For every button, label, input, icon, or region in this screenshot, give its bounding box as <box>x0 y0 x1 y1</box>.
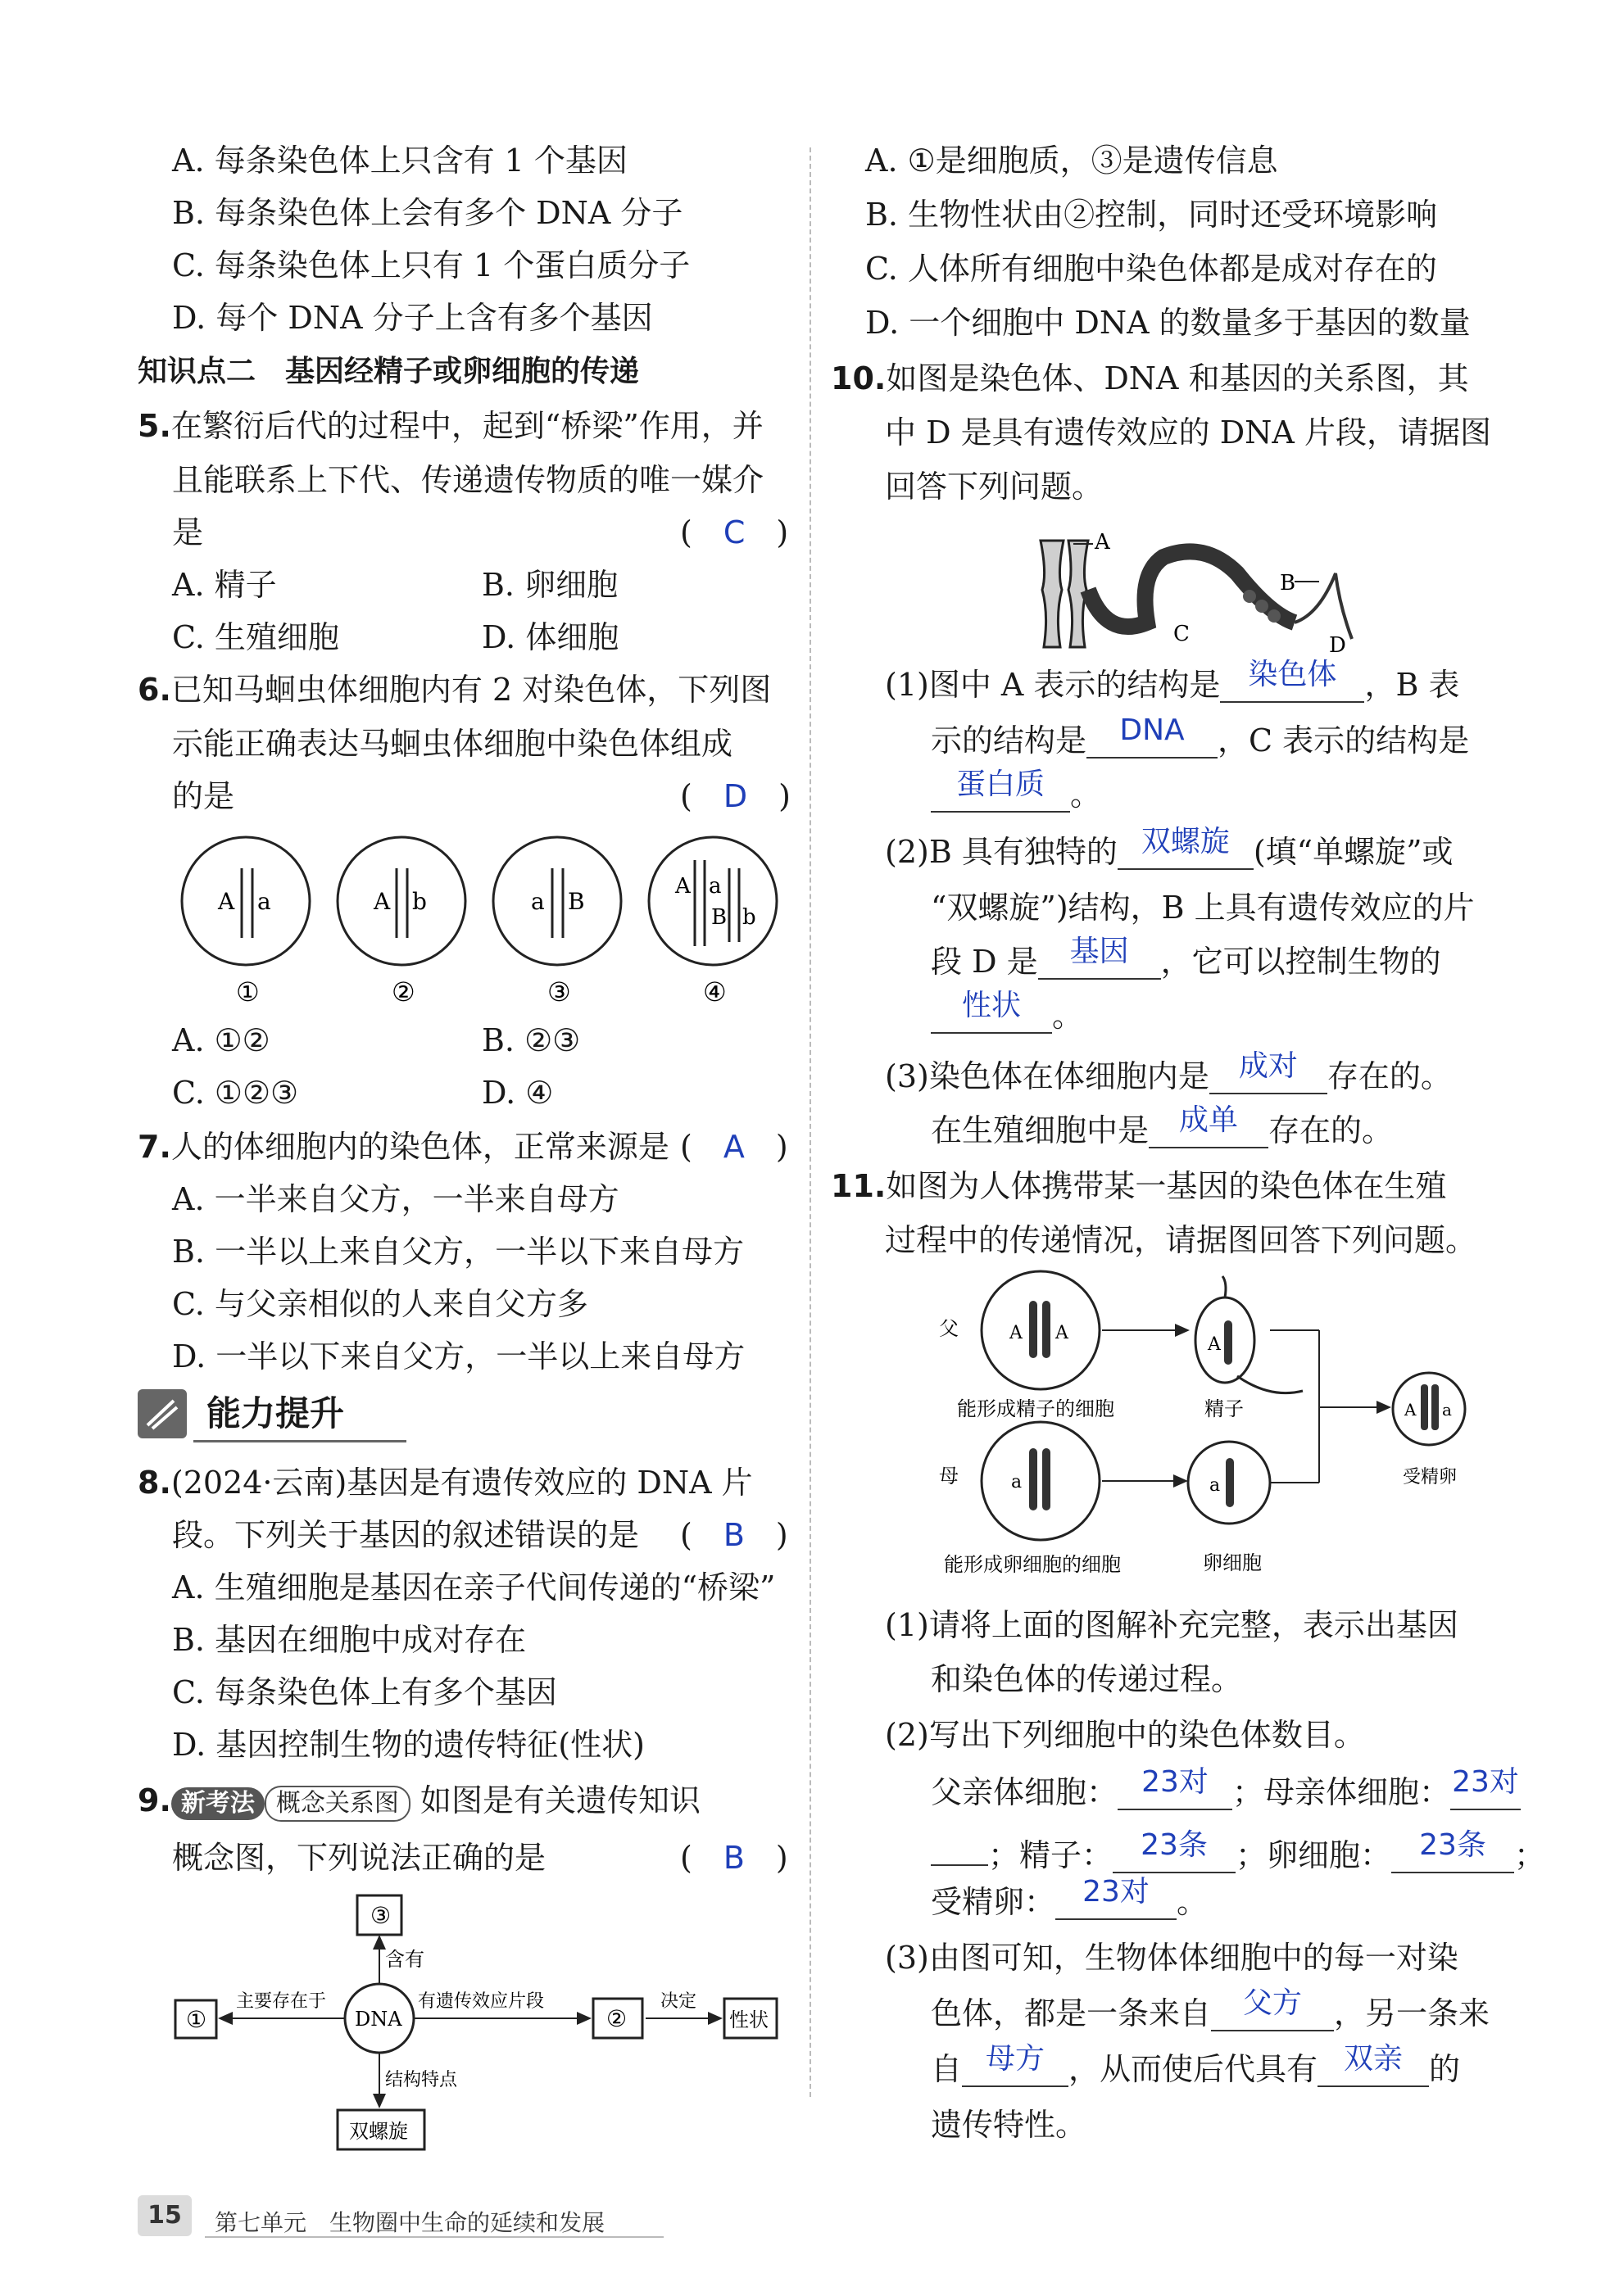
q10-p2-line-3 <box>931 935 1441 981</box>
q8-line-1 <box>138 1463 753 1502</box>
egg-gene: a <box>1209 1475 1221 1496</box>
q5-line-2: 且能联系上下代、传递遗传物质的唯一媒介 <box>172 462 764 498</box>
q11-answer-mother-side: 母方 <box>986 2042 1045 2076</box>
circle-label-2: ② <box>392 976 415 1008</box>
label-egg: 卵细胞 <box>1203 1551 1262 1574</box>
box-2: ② <box>606 2005 628 2032</box>
q6-option-b: B. ②③ <box>482 1022 581 1058</box>
label-mother: 母 <box>939 1465 959 1488</box>
gene-letter: B <box>568 888 585 915</box>
q10-p1-text-a: (1)图中 A 表示的结构是 <box>885 667 1221 703</box>
q11-p1-line-1: (1)请将上面的图解补充完整，表示出基因 <box>885 1607 1458 1643</box>
q10-blank-a <box>1220 658 1364 703</box>
q5-option-c: C. 生殖细胞 <box>172 619 339 655</box>
column-divider <box>810 147 811 2097</box>
q11-p3-line-1: (3)由图可知，生物体体细胞中的每一对染 <box>885 1940 1458 1976</box>
q11-blank-zygote <box>1055 1875 1177 1920</box>
q6-option-c: C. ①②③ <box>172 1075 299 1111</box>
q11-p1-line-2: 和染色体的传递过程。 <box>931 1661 1243 1697</box>
q9-line-2: 概念图，下列说法正确的是 <box>172 1840 547 1876</box>
q9-line-1 <box>138 1781 701 1822</box>
q11-blank-father <box>1118 1765 1232 1810</box>
label-main-in: 主要存在于 <box>236 1991 327 2012</box>
footer-rule <box>205 2236 664 2238</box>
q6-answer-bracket: ( D ) <box>680 778 791 814</box>
box-3: ③ <box>370 1902 392 1929</box>
q11-answer-mother: 23对 <box>1452 1765 1519 1799</box>
q10-line-3: 回答下列问题。 <box>885 469 1104 505</box>
q7-text: 人的体细胞内的染色体，正常来源是 <box>170 1129 669 1165</box>
q10-answer-e: 基因 <box>1069 935 1129 968</box>
gene-letter: a <box>257 888 271 915</box>
label-d: D <box>1329 633 1346 655</box>
section-banner-icon <box>138 1389 187 1438</box>
q11-semicolon: ； <box>1514 1837 1546 1873</box>
q11-blank-parents <box>1318 2042 1429 2087</box>
q10-blank-e <box>1038 935 1161 980</box>
label-contains: 含有 <box>385 1948 424 1971</box>
q9-concept-map <box>164 1884 803 2154</box>
q5-text-1: 在繁衍后代的过程中，起到“桥梁”作用，并 <box>170 408 764 444</box>
q10-p3-text-c: 在生殖细胞中是 <box>931 1112 1150 1148</box>
q10-line-2: 中 D 是具有遗传效应的 DNA 片段，请据图 <box>885 414 1491 451</box>
q10-answer-g: 成对 <box>1238 1049 1298 1083</box>
q11-blank-sperm <box>1113 1828 1236 1873</box>
gene-letter: A <box>675 874 691 899</box>
q10-p2-line-2: “双螺旋”)结构，B 上具有遗传效应的片 <box>931 890 1475 926</box>
q5-line-3: 是 <box>172 514 204 550</box>
q4-option-b: B. 每条染色体上会有多个 DNA 分子 <box>172 195 683 231</box>
q10-p2-text-b: (填“单螺旋”或 <box>1253 834 1454 870</box>
q11-label-sperm: ；精子： <box>988 1837 1113 1873</box>
label-sperm-cell: 能形成精子的细胞 <box>957 1397 1114 1420</box>
q11-p3-text-b: 色体，都是一条来自 <box>931 1995 1212 2031</box>
q11-answer-egg: 23条 <box>1419 1828 1486 1862</box>
q6-text-1: 已知马蛔虫体细胞内有 2 对染色体，下列图 <box>170 672 772 708</box>
q11-p2-line-1 <box>931 1765 1521 1812</box>
label-father: 父 <box>939 1317 959 1340</box>
gene-letter: a <box>709 874 722 899</box>
q10-answer-c: 蛋白质 <box>955 768 1045 801</box>
q5-number: 5. <box>138 408 171 444</box>
q10-answer-a: 染色体 <box>1248 658 1337 691</box>
q10-blank-d <box>1118 825 1254 870</box>
label-structure: 结构特点 <box>385 2070 458 2090</box>
q6-line-1 <box>138 670 771 709</box>
q6-answer: D <box>723 778 748 814</box>
q4-option-d: D. 每个 DNA 分子上含有多个基因 <box>172 300 653 336</box>
father-gene-1: A <box>1009 1323 1023 1343</box>
q9-option-b: B. 生物性状由②控制，同时还受环境影响 <box>865 197 1438 233</box>
father-gene-2: A <box>1055 1323 1068 1343</box>
box-helix: 双螺旋 <box>349 2120 408 2143</box>
q10-p1-line-1 <box>885 658 1460 704</box>
q9-option-c: C. 人体所有细胞中染色体都是成对存在的 <box>865 251 1437 287</box>
q10-blank-c <box>931 768 1070 813</box>
q10-p2-text-d: 段 D 是 <box>931 944 1038 980</box>
q9-answer: B <box>723 1840 745 1876</box>
q9-option-a: A. ①是细胞质，③是遗传信息 <box>865 143 1278 179</box>
q11-label-mother-cell: ；母亲体细胞： <box>1232 1774 1451 1810</box>
q11-label-egg: ；卵细胞： <box>1236 1837 1392 1873</box>
page-number: 15 <box>138 2195 192 2236</box>
q10-p1-text-c: 示的结构是 <box>931 722 1087 759</box>
q10-answer-d: 双螺旋 <box>1141 825 1230 858</box>
circle-2 <box>338 837 465 1008</box>
q11-period: 。 <box>1177 1884 1209 1920</box>
q7-option-b: B. 一半以上来自父方，一半以下来自母方 <box>172 1234 745 1270</box>
q8-text-1: (2024·云南)基因是有遗传效应的 DNA 片 <box>170 1465 753 1501</box>
section-underline <box>193 1440 406 1442</box>
q6-option-d: D. ④ <box>482 1075 554 1111</box>
q8-option-b: B. 基因在细胞中成对存在 <box>172 1622 527 1658</box>
q9-number: 9. <box>138 1782 171 1818</box>
q10-blank-h <box>1149 1103 1268 1148</box>
q7-option-d: D. 一半以下来自父方，一半以上来自母方 <box>172 1338 746 1374</box>
q11-text-1: 如图为人体携带某一基因的染色体在生殖 <box>886 1168 1447 1204</box>
q11-p3-line-2 <box>931 1986 1490 2033</box>
q6-chromosome-circles <box>164 827 803 1016</box>
gene-letter: A <box>218 888 235 915</box>
q11-p2-title: (2)写出下列细胞中的染色体数目。 <box>885 1717 1365 1753</box>
q10-p2-line-4 <box>931 989 1084 1035</box>
q11-label-father-cell: 父亲体细胞： <box>931 1774 1118 1810</box>
q7-option-c: C. 与父亲相似的人来自父方多 <box>172 1286 588 1322</box>
q9-tag-new: 新考法 <box>171 1787 265 1820</box>
q6-line-3: 的是 <box>172 778 235 814</box>
q10-p1-text-d: ，C 表示的结构是 <box>1218 722 1470 759</box>
q11-answer-parents: 双亲 <box>1344 2042 1404 2076</box>
q10-p3-text-b: 存在的。 <box>1327 1058 1452 1094</box>
q7-number: 7. <box>138 1129 171 1165</box>
gene-letter: A <box>374 888 391 915</box>
q10-blank-f <box>931 989 1052 1034</box>
q5-option-d: D. 体细胞 <box>482 619 619 655</box>
q10-p2-text-a: (2)B 具有独特的 <box>885 834 1118 870</box>
mother-gene-1: a <box>1011 1472 1023 1492</box>
q10-chromosome-dna-diagram <box>1024 524 1368 655</box>
q5-line-1 <box>138 406 764 446</box>
label-sperm: 精子 <box>1204 1397 1244 1420</box>
circle-4 <box>649 837 777 1008</box>
q10-p3-line-2 <box>931 1103 1394 1150</box>
section-title-ability: 能力提升 <box>206 1393 345 1433</box>
label-b: B <box>1280 571 1296 596</box>
q7-option-a: A. 一半来自父方，一半来自母方 <box>172 1181 619 1217</box>
q11-blank-mother <box>1450 1765 1521 1810</box>
q9-text-1: 如图是有关遗传知识 <box>420 1782 701 1818</box>
q10-p3-text-a: (3)染色体在体细胞内是 <box>885 1058 1209 1094</box>
q9-tag-concept: 概念关系图 <box>265 1786 410 1822</box>
q11-p3-text-d: 自 <box>931 2051 963 2087</box>
q11-p2-line-2 <box>931 1828 1545 1875</box>
circle-label-3: ③ <box>547 976 571 1008</box>
q10-p3-text-d: 存在的。 <box>1268 1112 1394 1148</box>
circle-label-4: ④ <box>703 976 727 1008</box>
sperm-gene: A <box>1208 1334 1221 1355</box>
q4-option-c: C. 每条染色体上只有 1 个蛋白质分子 <box>172 247 691 283</box>
q8-option-a: A. 生殖细胞是基因在亲子代间传递的“桥梁” <box>172 1569 776 1605</box>
q10-p2-text-e: ，它可以控制生物的 <box>1160 944 1441 980</box>
zygote-gene-2: a <box>1442 1400 1452 1420</box>
gene-letter: b <box>412 888 427 915</box>
q10-answer-f: 性状 <box>961 989 1021 1022</box>
q11-blank-mother-cont <box>931 1828 988 1866</box>
q11-transmission-diagram <box>926 1268 1499 1579</box>
q8-number: 8. <box>138 1465 171 1501</box>
q10-blank-g <box>1209 1049 1327 1094</box>
circle-1 <box>182 837 310 1008</box>
q8-answer: B <box>723 1517 745 1553</box>
q11-answer-sperm: 23条 <box>1141 1828 1208 1862</box>
q11-p3-text-e: ，从而使后代具有 <box>1068 2051 1318 2087</box>
label-egg-cell: 能形成卵细胞的细胞 <box>944 1553 1121 1576</box>
gene-letter: a <box>531 888 545 915</box>
q11-p3-line-4: 遗传特性。 <box>931 2107 1087 2143</box>
q10-number: 10. <box>831 360 887 396</box>
q5-answer-bracket: ( C ) <box>680 514 789 550</box>
q10-p1-text-e: 。 <box>1070 777 1102 813</box>
footer-unit-title: 第七单元 生物圈中生命的延续和发展 <box>215 2209 605 2236</box>
q6-option-a: A. ①② <box>172 1022 270 1058</box>
q10-text-1: 如图是染色体、DNA 和基因的关系图，其 <box>886 360 1469 396</box>
q10-line-1 <box>831 359 1469 398</box>
q11-answer-father: 23对 <box>1141 1765 1209 1799</box>
label-zygote: 受精卵 <box>1403 1467 1458 1488</box>
q5-answer: C <box>723 514 746 550</box>
dna-node: DNA <box>355 2008 402 2031</box>
q9-option-d: D. 一个细胞中 DNA 的数量多于基因的数量 <box>865 305 1471 341</box>
q10-answer-b: DNA <box>1119 713 1185 747</box>
q11-line-1 <box>831 1166 1446 1206</box>
box-trait: 性状 <box>729 2008 769 2031</box>
q8-answer-bracket: ( B ) <box>680 1517 788 1553</box>
q11-answer-father-side: 父方 <box>1243 1986 1303 2020</box>
q10-p1-text-b: ，B 表 <box>1364 667 1460 703</box>
zygote-gene-1: A <box>1404 1400 1417 1420</box>
q11-answer-zygote: 23对 <box>1082 1875 1150 1909</box>
q11-label-zygote: 受精卵： <box>931 1884 1056 1920</box>
box-1: ① <box>186 2006 207 2033</box>
q5-option-b: B. 卵细胞 <box>482 567 619 603</box>
circle-3 <box>493 837 621 1008</box>
q8-option-c: C. 每条染色体上有多个基因 <box>172 1674 557 1710</box>
gene-letter: B <box>711 905 728 930</box>
label-decides: 决定 <box>660 1991 697 2012</box>
q11-blank-mother-side <box>962 2042 1068 2087</box>
gene-letter: b <box>742 905 756 930</box>
q11-p2-line-3 <box>931 1875 1209 1922</box>
label-a: A <box>1095 530 1110 555</box>
label-segment: 有遗传效应片段 <box>418 1991 545 2012</box>
q11-line-2: 过程中的传递情况，请据图回答下列问题。 <box>885 1222 1477 1258</box>
label-c: C <box>1173 622 1190 646</box>
q5-option-a: A. 精子 <box>172 567 277 603</box>
q7-answer-bracket: ( A ) <box>680 1129 788 1165</box>
q10-blank-b <box>1086 713 1218 759</box>
q10-answer-h: 成单 <box>1179 1103 1239 1137</box>
q7-answer: A <box>723 1129 745 1165</box>
q11-p3-text-c: ，另一条来 <box>1334 1995 1490 2031</box>
section-title-knowledge-2: 知识点二 基因经精子或卵细胞的传递 <box>138 355 640 388</box>
q8-option-d: D. 基因控制生物的遗传特征(性状) <box>172 1727 645 1763</box>
q10-p1-line-2 <box>931 713 1470 760</box>
q4-option-a: A. 每条染色体上只含有 1 个基因 <box>172 143 628 179</box>
q10-p1-line-3 <box>931 768 1102 814</box>
circle-label-1: ① <box>236 976 260 1008</box>
q10-p3-line-1 <box>885 1049 1452 1096</box>
q10-p2-text-f: 。 <box>1052 998 1084 1034</box>
q10-p2-line-1 <box>885 825 1454 872</box>
q11-blank-egg <box>1391 1828 1514 1873</box>
q11-blank-father-side <box>1211 1986 1334 2031</box>
q7-line-1 <box>138 1127 669 1166</box>
q9-answer-bracket: ( B ) <box>680 1840 788 1876</box>
q6-line-2: 示能正确表达马蛔虫体细胞中染色体组成 <box>172 726 733 762</box>
q11-p3-text-f: 的 <box>1429 2051 1461 2087</box>
q8-line-2: 段。下列关于基因的叙述错误的是 <box>172 1517 640 1553</box>
q11-p3-line-3 <box>931 2042 1461 2089</box>
q6-number: 6. <box>138 672 171 708</box>
q11-number: 11. <box>831 1168 887 1204</box>
